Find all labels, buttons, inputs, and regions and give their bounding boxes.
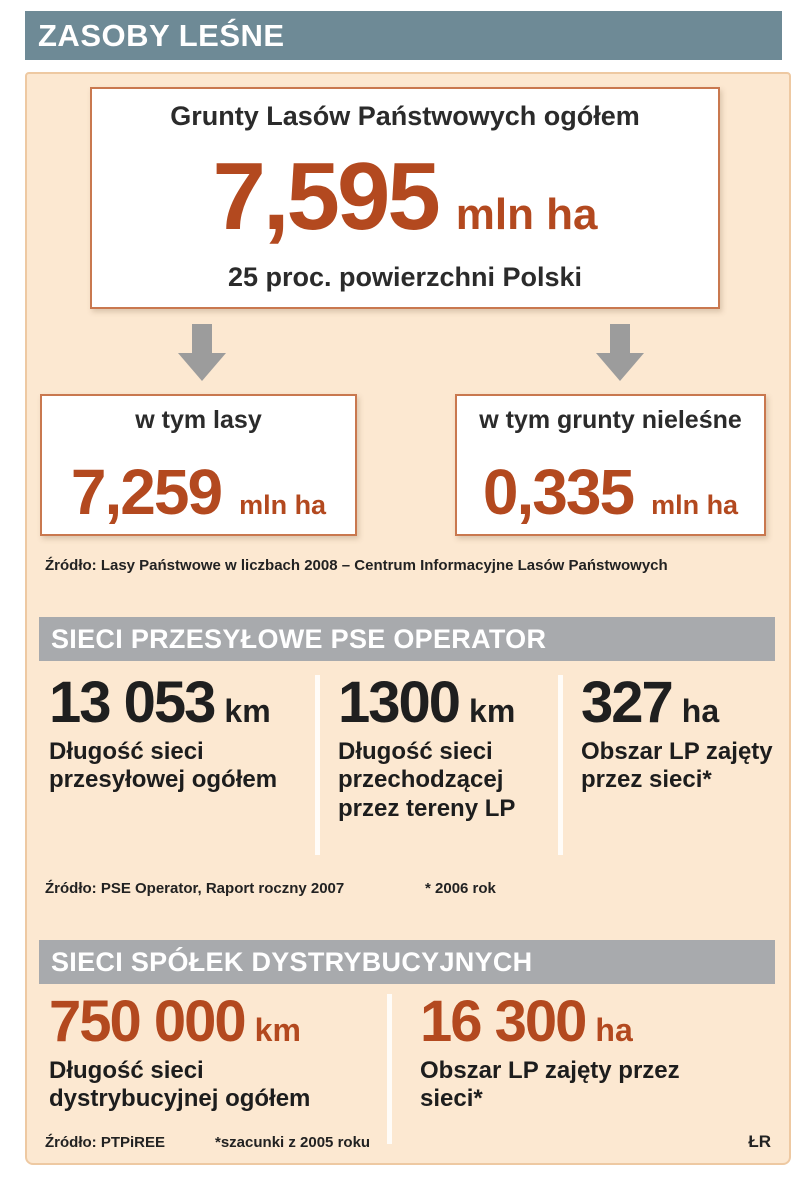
forest-source: Źródło: Lasy Państwowe w liczbach 2008 – Centrum Informacyjne Lasów Państwowych — [45, 557, 668, 574]
column-divider — [387, 994, 392, 1144]
stat-transmission-lp — [338, 670, 550, 823]
stat-value: 13 053 — [49, 670, 215, 735]
total-unit: mln ha — [455, 189, 598, 239]
stat-transmission-total — [49, 670, 311, 795]
total-grounds-box — [90, 87, 720, 309]
dist-footnote: *szacunki z 2005 roku — [215, 1134, 371, 1151]
stat-lp-area-dist — [420, 989, 720, 1114]
total-value: 7,595 — [212, 142, 438, 250]
stat-label: Długość sieci przechodzącej przez tereny LP — [338, 738, 516, 822]
stat-label: Obszar LP zajęty przez sieci* — [420, 1057, 680, 1113]
page-title-band — [25, 11, 782, 60]
section-header-pse-label: SIECI PRZESYŁOWE PSE OPERATOR — [51, 624, 547, 654]
down-arrow-icon — [596, 324, 644, 381]
stat-distribution-total — [49, 989, 379, 1114]
stat-value: 16 300 — [420, 989, 586, 1054]
nonforest-value-row — [457, 456, 764, 529]
dist-source: Źródło: PTPiREE — [45, 1134, 165, 1151]
stat-unit: ha — [595, 1012, 633, 1048]
total-value-row — [92, 142, 718, 250]
page-title: ZASOBY LEŚNE — [38, 18, 285, 53]
column-divider — [315, 675, 320, 855]
stat-label: Obszar LP zajęty przez sieci* — [581, 738, 773, 794]
content-panel — [25, 72, 791, 1165]
pse-footnote: * 2006 rok — [425, 880, 496, 897]
author-credit: ŁR — [748, 1132, 771, 1151]
nonforest-value: 0,335 — [482, 456, 634, 529]
stat-value: 750 000 — [49, 989, 245, 1054]
forests-box-label: w tym lasy — [135, 406, 262, 434]
section-header-dist-label: SIECI SPÓŁEK DYSTRYBUCYJNYCH — [51, 947, 533, 977]
forests-unit: mln ha — [239, 490, 327, 521]
stat-label: Długość sieci przesyłowej ogółem — [49, 738, 278, 794]
stat-value: 1300 — [338, 670, 460, 735]
arrow-stem — [192, 324, 212, 353]
arrow-stem — [610, 324, 630, 353]
forests-box — [40, 394, 357, 536]
stat-unit: km — [254, 1012, 301, 1048]
pse-source: Źródło: PSE Operator, Raport roczny 2007 — [45, 880, 345, 897]
stat-lp-area-pse — [581, 670, 781, 795]
forests-value: 7,259 — [70, 456, 222, 529]
nonforest-unit: mln ha — [651, 490, 739, 521]
stat-unit: km — [469, 693, 516, 729]
nonforest-grounds-box — [455, 394, 766, 536]
arrow-head — [178, 353, 226, 381]
total-box-subtitle: 25 proc. powierzchni Polski — [227, 261, 583, 292]
arrow-head — [596, 353, 644, 381]
down-arrow-icon — [178, 324, 226, 381]
section-header-dist — [39, 940, 775, 984]
section-header-pse — [39, 617, 775, 661]
total-box-title: Grunty Lasów Państwowych ogółem — [170, 101, 640, 131]
forests-value-row — [42, 456, 355, 529]
column-divider — [558, 675, 563, 855]
nonforest-box-label: w tym grunty nieleśne — [479, 406, 742, 434]
stat-value: 327 — [581, 670, 672, 735]
stat-unit: km — [224, 693, 271, 729]
stat-unit: ha — [681, 693, 720, 729]
stat-label: Długość sieci dystrybucyjnej ogółem — [49, 1057, 311, 1113]
